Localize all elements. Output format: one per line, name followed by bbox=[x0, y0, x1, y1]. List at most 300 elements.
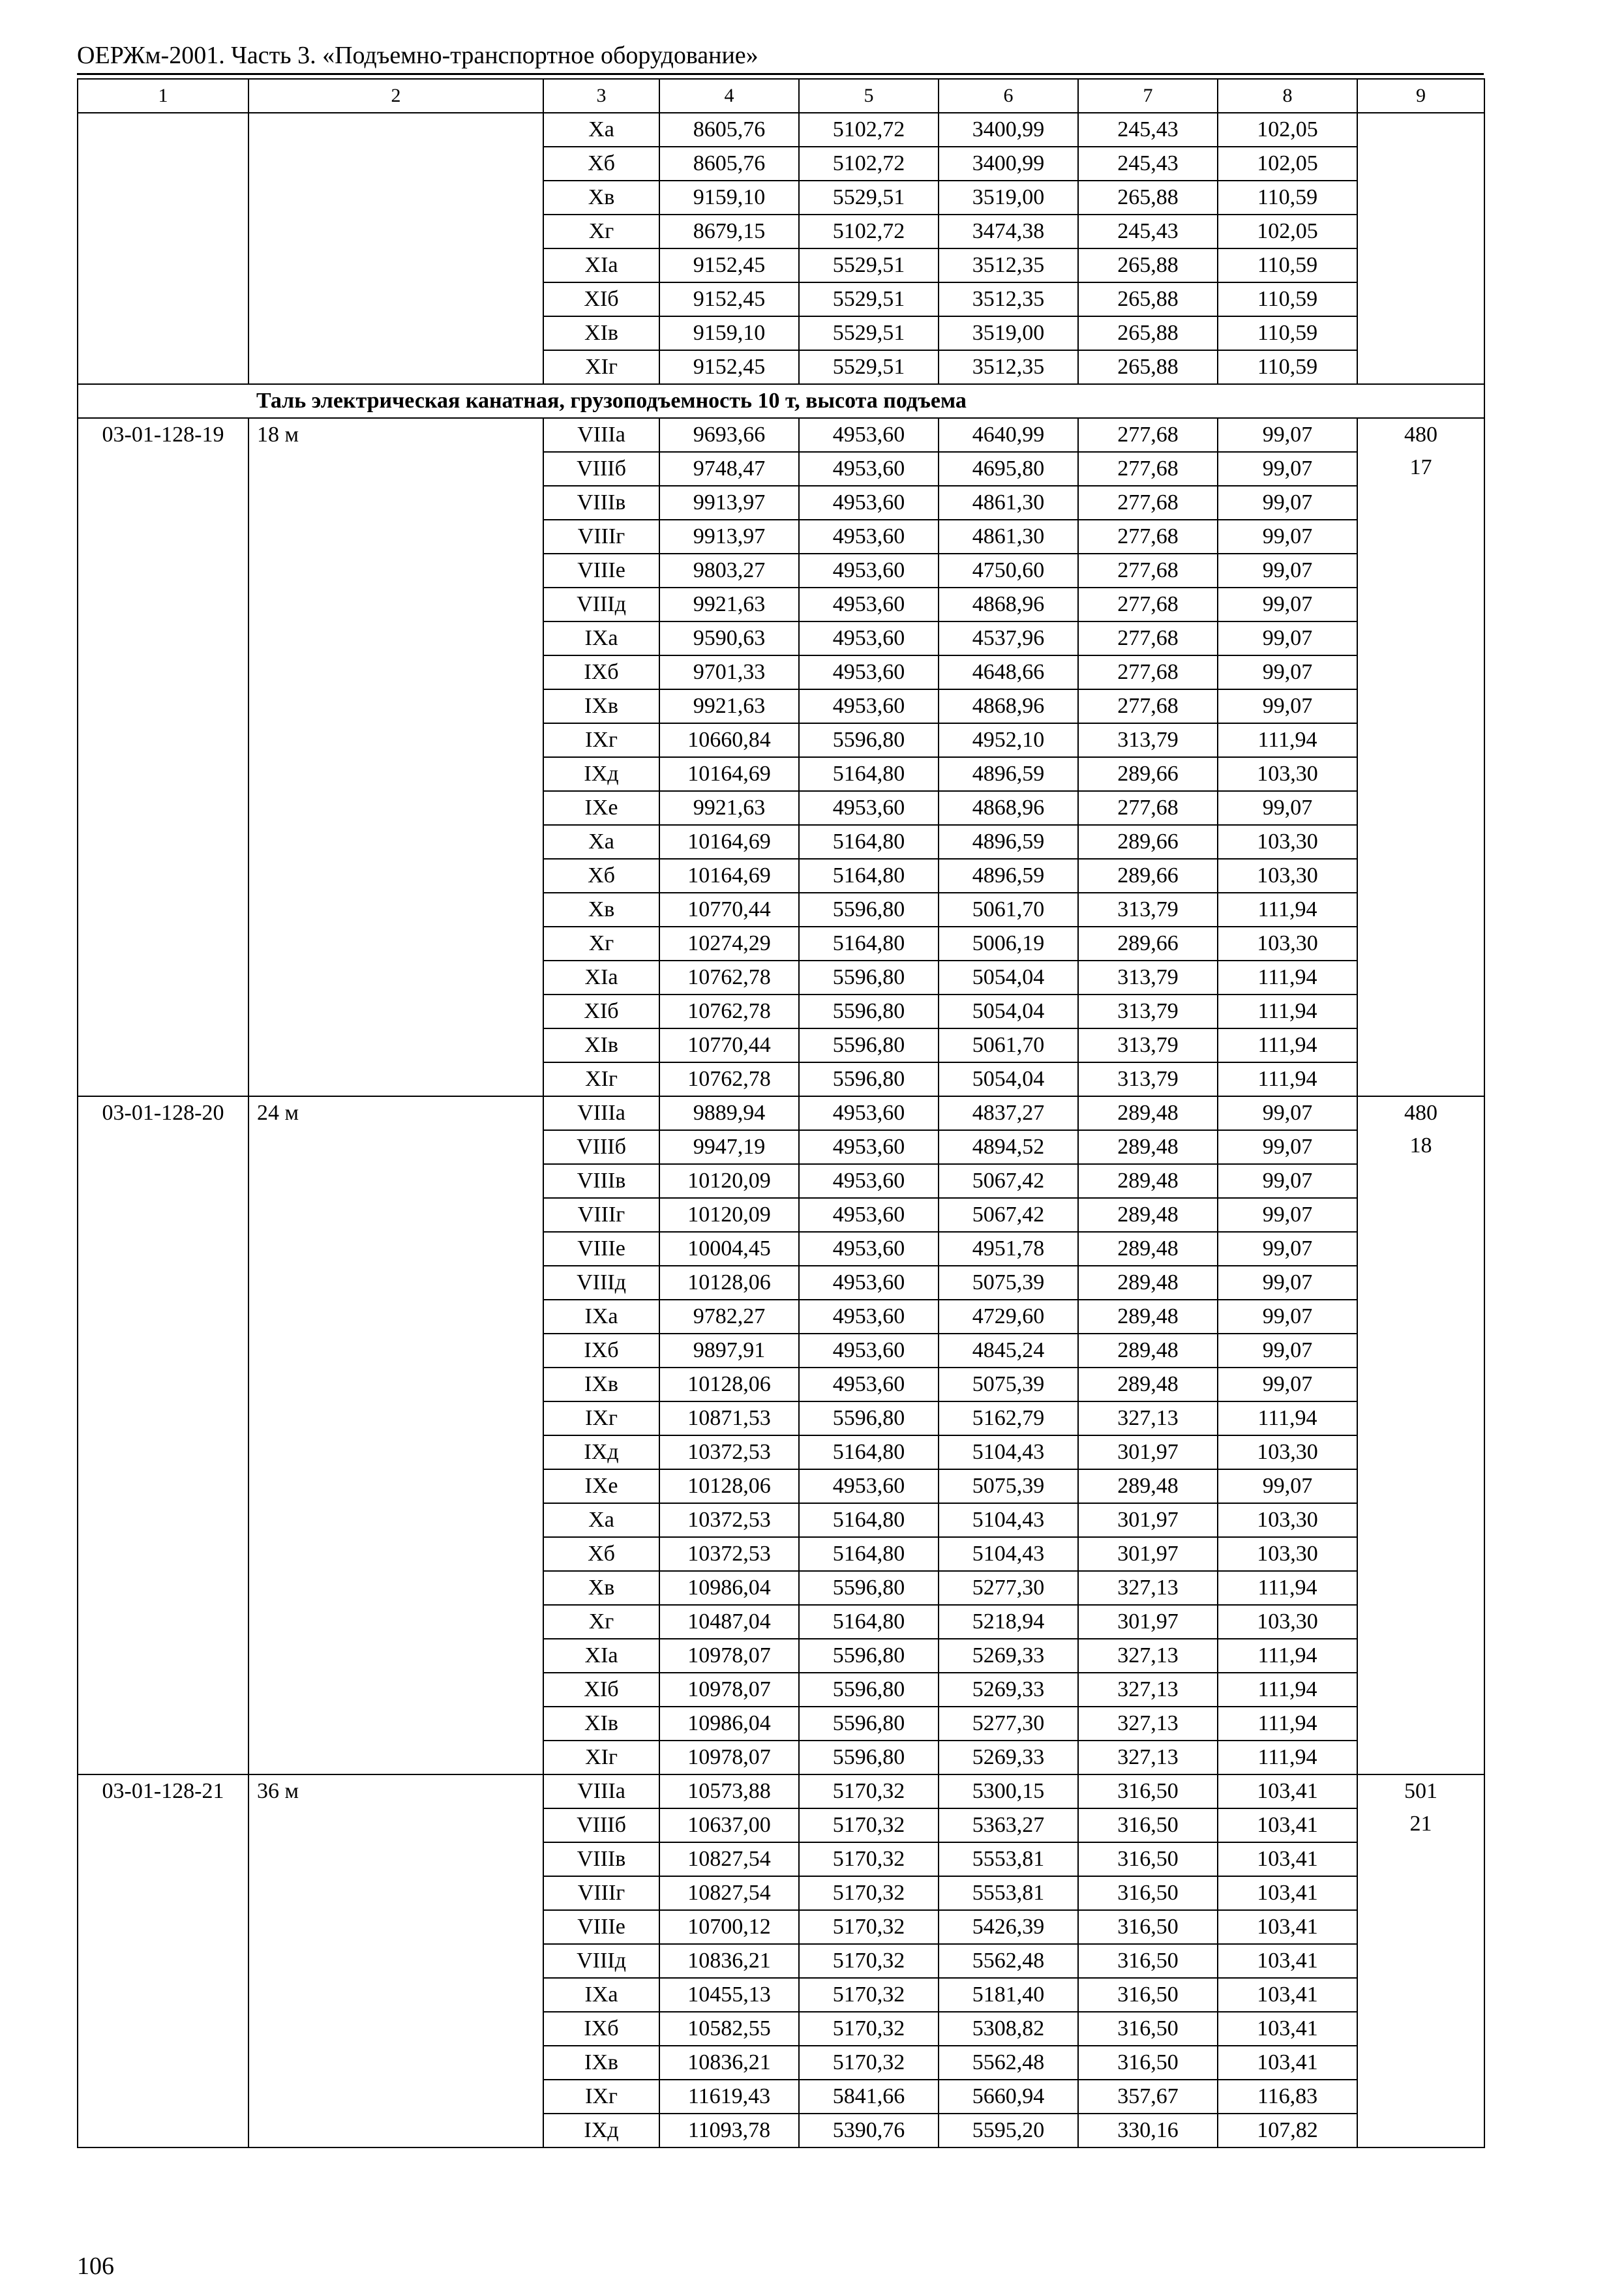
value-cell: 5529,51 bbox=[799, 181, 939, 215]
value-cell: 5104,43 bbox=[939, 1537, 1078, 1571]
value-cell: 5170,32 bbox=[799, 1774, 939, 1808]
value-cell: 5164,80 bbox=[799, 757, 939, 791]
value-cell: 5164,80 bbox=[799, 1503, 939, 1537]
column-number: 1 bbox=[78, 79, 248, 113]
value-cell: 277,68 bbox=[1078, 588, 1218, 621]
value-cell: 265,88 bbox=[1078, 248, 1218, 282]
value-cell: 289,66 bbox=[1078, 859, 1218, 893]
value-cell: 110,59 bbox=[1218, 316, 1357, 350]
value-cell: 5529,51 bbox=[799, 350, 939, 384]
value-cell: 10871,53 bbox=[659, 1401, 799, 1435]
value-cell: 9159,10 bbox=[659, 181, 799, 215]
value-cell: 5277,30 bbox=[939, 1707, 1078, 1741]
value-cell: 265,88 bbox=[1078, 181, 1218, 215]
value-cell: 277,68 bbox=[1078, 554, 1218, 588]
value-cell: 8605,76 bbox=[659, 147, 799, 181]
value-cell: 10637,00 bbox=[659, 1808, 799, 1842]
value-cell: 11093,78 bbox=[659, 2114, 799, 2147]
value-cell: 9701,33 bbox=[659, 655, 799, 689]
value-cell: 5596,80 bbox=[799, 1639, 939, 1673]
value-cell: 103,30 bbox=[1218, 927, 1357, 961]
value-cell: 313,79 bbox=[1078, 893, 1218, 927]
value-cell: 289,48 bbox=[1078, 1164, 1218, 1198]
value-cell: 4951,78 bbox=[939, 1232, 1078, 1266]
value-cell: 4750,60 bbox=[939, 554, 1078, 588]
row-label: VIIIб bbox=[543, 452, 659, 486]
value-cell: 10770,44 bbox=[659, 893, 799, 927]
value-cell: 5104,43 bbox=[939, 1503, 1078, 1537]
height-cell bbox=[248, 113, 543, 384]
value-cell: 5562,48 bbox=[939, 1944, 1078, 1978]
value-cell: 9152,45 bbox=[659, 248, 799, 282]
column-number: 9 bbox=[1357, 79, 1484, 113]
value-cell: 327,13 bbox=[1078, 1741, 1218, 1774]
value-cell: 9590,63 bbox=[659, 621, 799, 655]
value-cell: 103,41 bbox=[1218, 1876, 1357, 1910]
value-cell: 277,68 bbox=[1078, 689, 1218, 723]
value-cell: 10978,07 bbox=[659, 1673, 799, 1707]
value-cell: 5218,94 bbox=[939, 1605, 1078, 1639]
row-label: Xб bbox=[543, 859, 659, 893]
col9-values bbox=[1357, 1096, 1484, 1774]
value-cell: 5006,19 bbox=[939, 927, 1078, 961]
row-label: VIIIa bbox=[543, 1774, 659, 1808]
value-cell: 5596,80 bbox=[799, 1673, 939, 1707]
value-cell: 5596,80 bbox=[799, 995, 939, 1028]
value-cell: 110,59 bbox=[1218, 282, 1357, 316]
value-cell: 4953,60 bbox=[799, 588, 939, 621]
value-cell: 3400,99 bbox=[939, 113, 1078, 147]
row-label: VIIIб bbox=[543, 1130, 659, 1164]
value-cell: 5061,70 bbox=[939, 1028, 1078, 1062]
row-label: XIг bbox=[543, 1741, 659, 1774]
value-cell: 10836,21 bbox=[659, 2046, 799, 2080]
value-cell: 99,07 bbox=[1218, 1334, 1357, 1368]
row-label: IXa bbox=[543, 1300, 659, 1334]
value-cell: 5269,33 bbox=[939, 1673, 1078, 1707]
col9-value: 501 bbox=[1404, 1779, 1437, 1803]
value-cell: 11619,43 bbox=[659, 2080, 799, 2114]
value-cell: 110,59 bbox=[1218, 350, 1357, 384]
value-cell: 10827,54 bbox=[659, 1842, 799, 1876]
value-cell: 103,30 bbox=[1218, 1537, 1357, 1571]
value-cell: 9889,94 bbox=[659, 1096, 799, 1130]
row-label: XIб bbox=[543, 282, 659, 316]
value-cell: 103,41 bbox=[1218, 1808, 1357, 1842]
value-cell: 111,94 bbox=[1218, 1571, 1357, 1605]
row-label: VIIIг bbox=[543, 1876, 659, 1910]
value-cell: 4953,60 bbox=[799, 655, 939, 689]
value-cell: 265,88 bbox=[1078, 350, 1218, 384]
value-cell: 5596,80 bbox=[799, 961, 939, 995]
section-row bbox=[78, 384, 1484, 418]
value-cell: 103,30 bbox=[1218, 859, 1357, 893]
value-cell: 111,94 bbox=[1218, 1062, 1357, 1096]
row-label: VIIIa bbox=[543, 1096, 659, 1130]
col9-value: 21 bbox=[1409, 1812, 1432, 1836]
value-cell: 316,50 bbox=[1078, 1978, 1218, 2012]
value-cell: 316,50 bbox=[1078, 1842, 1218, 1876]
value-cell: 111,94 bbox=[1218, 1401, 1357, 1435]
row-label: XIб bbox=[543, 995, 659, 1028]
value-cell: 313,79 bbox=[1078, 961, 1218, 995]
table-row bbox=[78, 113, 1484, 147]
row-label: VIIIд bbox=[543, 1266, 659, 1300]
value-cell: 5061,70 bbox=[939, 893, 1078, 927]
row-label: IXд bbox=[543, 2114, 659, 2147]
value-cell: 5390,76 bbox=[799, 2114, 939, 2147]
row-label: Xa bbox=[543, 825, 659, 859]
value-cell: 99,07 bbox=[1218, 655, 1357, 689]
row-label: Xв bbox=[543, 181, 659, 215]
row-label: Xг bbox=[543, 1605, 659, 1639]
column-number: 8 bbox=[1218, 79, 1357, 113]
row-label: IXд bbox=[543, 1435, 659, 1469]
value-cell: 5596,80 bbox=[799, 893, 939, 927]
value-cell: 5269,33 bbox=[939, 1639, 1078, 1673]
value-cell: 103,41 bbox=[1218, 1842, 1357, 1876]
value-cell: 10164,69 bbox=[659, 859, 799, 893]
row-label: VIIIг bbox=[543, 520, 659, 554]
resource-code: 03-01-128-21 bbox=[78, 1774, 248, 2147]
value-cell: 111,94 bbox=[1218, 995, 1357, 1028]
value-cell: 10372,53 bbox=[659, 1503, 799, 1537]
page-header: ОЕРЖм-2001. Часть 3. «Подъемно-транспортное оборудование» bbox=[77, 42, 759, 69]
value-cell: 5075,39 bbox=[939, 1266, 1078, 1300]
value-cell: 5104,43 bbox=[939, 1435, 1078, 1469]
value-cell: 5596,80 bbox=[799, 1741, 939, 1774]
row-label: IXг bbox=[543, 1401, 659, 1435]
value-cell: 10128,06 bbox=[659, 1266, 799, 1300]
value-cell: 110,59 bbox=[1218, 248, 1357, 282]
lift-height: 24 м bbox=[248, 1096, 543, 1774]
value-cell: 10120,09 bbox=[659, 1164, 799, 1198]
value-cell: 9159,10 bbox=[659, 316, 799, 350]
value-cell: 357,67 bbox=[1078, 2080, 1218, 2114]
value-cell: 103,30 bbox=[1218, 757, 1357, 791]
row-label: VIIIб bbox=[543, 1808, 659, 1842]
value-cell: 111,94 bbox=[1218, 961, 1357, 995]
value-cell: 301,97 bbox=[1078, 1435, 1218, 1469]
row-label: Xв bbox=[543, 1571, 659, 1605]
value-cell: 10455,13 bbox=[659, 1978, 799, 2012]
column-number: 6 bbox=[939, 79, 1078, 113]
value-cell: 5596,80 bbox=[799, 1707, 939, 1741]
value-cell: 99,07 bbox=[1218, 520, 1357, 554]
col9-value: 480 bbox=[1404, 1101, 1437, 1125]
value-cell: 265,88 bbox=[1078, 282, 1218, 316]
value-cell: 102,05 bbox=[1218, 147, 1357, 181]
value-cell: 5841,66 bbox=[799, 2080, 939, 2114]
value-cell: 313,79 bbox=[1078, 1062, 1218, 1096]
value-cell: 99,07 bbox=[1218, 486, 1357, 520]
value-cell: 5164,80 bbox=[799, 1435, 939, 1469]
value-cell: 4953,60 bbox=[799, 1368, 939, 1401]
value-cell: 5529,51 bbox=[799, 282, 939, 316]
value-cell: 301,97 bbox=[1078, 1503, 1218, 1537]
row-label: IXв bbox=[543, 689, 659, 723]
value-cell: 3512,35 bbox=[939, 282, 1078, 316]
row-label: XIг bbox=[543, 350, 659, 384]
value-cell: 277,68 bbox=[1078, 418, 1218, 452]
row-label: IXд bbox=[543, 757, 659, 791]
value-cell: 4953,60 bbox=[799, 1469, 939, 1503]
value-cell: 3474,38 bbox=[939, 215, 1078, 248]
value-cell: 10836,21 bbox=[659, 1944, 799, 1978]
row-label: IXa bbox=[543, 621, 659, 655]
value-cell: 4953,60 bbox=[799, 791, 939, 825]
row-label: VIIIг bbox=[543, 1198, 659, 1232]
section-spacer bbox=[78, 384, 248, 418]
section-title: Таль электрическая канатная, грузоподъемность 10 т, высота подъема bbox=[248, 384, 1484, 418]
value-cell: 4953,60 bbox=[799, 486, 939, 520]
value-cell: 5102,72 bbox=[799, 147, 939, 181]
row-label: VIIIe bbox=[543, 1232, 659, 1266]
value-cell: 289,48 bbox=[1078, 1368, 1218, 1401]
value-cell: 4695,80 bbox=[939, 452, 1078, 486]
value-cell: 5054,04 bbox=[939, 995, 1078, 1028]
value-cell: 10700,12 bbox=[659, 1910, 799, 1944]
value-cell: 102,05 bbox=[1218, 215, 1357, 248]
row-label: Xa bbox=[543, 1503, 659, 1537]
column-number-row bbox=[78, 79, 1484, 113]
value-cell: 5363,27 bbox=[939, 1808, 1078, 1842]
value-cell: 313,79 bbox=[1078, 1028, 1218, 1062]
resource-code: 03-01-128-19 bbox=[78, 418, 248, 1096]
value-cell: 103,41 bbox=[1218, 2012, 1357, 2046]
value-cell: 9748,47 bbox=[659, 452, 799, 486]
value-cell: 5170,32 bbox=[799, 1944, 939, 1978]
row-label: VIIIe bbox=[543, 554, 659, 588]
value-cell: 10582,55 bbox=[659, 2012, 799, 2046]
value-cell: 111,94 bbox=[1218, 1741, 1357, 1774]
value-cell: 5075,39 bbox=[939, 1469, 1078, 1503]
value-cell: 5170,32 bbox=[799, 2012, 939, 2046]
value-cell: 4845,24 bbox=[939, 1334, 1078, 1368]
value-cell: 5596,80 bbox=[799, 1571, 939, 1605]
table-body bbox=[78, 79, 1484, 2147]
value-cell: 10120,09 bbox=[659, 1198, 799, 1232]
row-label: Xб bbox=[543, 1537, 659, 1571]
column-number: 4 bbox=[659, 79, 799, 113]
value-cell: 4953,60 bbox=[799, 1334, 939, 1368]
row-label: IXг bbox=[543, 723, 659, 757]
value-cell: 103,41 bbox=[1218, 1774, 1357, 1808]
price-table bbox=[77, 78, 1485, 2148]
value-cell: 5529,51 bbox=[799, 248, 939, 282]
value-cell: 5300,15 bbox=[939, 1774, 1078, 1808]
value-cell: 10770,44 bbox=[659, 1028, 799, 1062]
row-label: VIIIв bbox=[543, 1164, 659, 1198]
value-cell: 289,66 bbox=[1078, 927, 1218, 961]
lift-height: 36 м bbox=[248, 1774, 543, 2147]
value-cell: 99,07 bbox=[1218, 1130, 1357, 1164]
col9-values bbox=[1357, 1774, 1484, 2147]
value-cell: 10128,06 bbox=[659, 1368, 799, 1401]
value-cell: 103,30 bbox=[1218, 1503, 1357, 1537]
value-cell: 5054,04 bbox=[939, 961, 1078, 995]
value-cell: 3519,00 bbox=[939, 316, 1078, 350]
column-number: 5 bbox=[799, 79, 939, 113]
value-cell: 5277,30 bbox=[939, 1571, 1078, 1605]
code-cell bbox=[78, 113, 248, 384]
value-cell: 10827,54 bbox=[659, 1876, 799, 1910]
value-cell: 5553,81 bbox=[939, 1876, 1078, 1910]
row-label: XIв bbox=[543, 316, 659, 350]
value-cell: 4953,60 bbox=[799, 452, 939, 486]
value-cell: 5170,32 bbox=[799, 1842, 939, 1876]
value-cell: 4868,96 bbox=[939, 689, 1078, 723]
value-cell: 9897,91 bbox=[659, 1334, 799, 1368]
value-cell: 5075,39 bbox=[939, 1368, 1078, 1401]
value-cell: 5170,32 bbox=[799, 1876, 939, 1910]
row-label: IXв bbox=[543, 2046, 659, 2080]
value-cell: 245,43 bbox=[1078, 215, 1218, 248]
value-cell: 316,50 bbox=[1078, 1910, 1218, 1944]
value-cell: 277,68 bbox=[1078, 486, 1218, 520]
value-cell: 4537,96 bbox=[939, 621, 1078, 655]
value-cell: 316,50 bbox=[1078, 1944, 1218, 1978]
row-label: XIa bbox=[543, 961, 659, 995]
resource-code: 03-01-128-20 bbox=[78, 1096, 248, 1774]
value-cell: 10660,84 bbox=[659, 723, 799, 757]
value-cell: 4896,59 bbox=[939, 825, 1078, 859]
value-cell: 3519,00 bbox=[939, 181, 1078, 215]
value-cell: 313,79 bbox=[1078, 995, 1218, 1028]
value-cell: 99,07 bbox=[1218, 1232, 1357, 1266]
value-cell: 5595,20 bbox=[939, 2114, 1078, 2147]
value-cell: 4953,60 bbox=[799, 520, 939, 554]
table-row bbox=[78, 1774, 1484, 1808]
value-cell: 103,30 bbox=[1218, 1605, 1357, 1639]
value-cell: 5067,42 bbox=[939, 1164, 1078, 1198]
value-cell: 10372,53 bbox=[659, 1435, 799, 1469]
value-cell: 316,50 bbox=[1078, 1774, 1218, 1808]
value-cell: 4729,60 bbox=[939, 1300, 1078, 1334]
row-label: VIIIв bbox=[543, 1842, 659, 1876]
value-cell: 313,79 bbox=[1078, 723, 1218, 757]
value-cell: 4952,10 bbox=[939, 723, 1078, 757]
value-cell: 8679,15 bbox=[659, 215, 799, 248]
row-label: XIв bbox=[543, 1707, 659, 1741]
row-label: Xг bbox=[543, 927, 659, 961]
value-cell: 9152,45 bbox=[659, 282, 799, 316]
row-label: IXг bbox=[543, 2080, 659, 2114]
row-label: IXб bbox=[543, 1334, 659, 1368]
value-cell: 9913,97 bbox=[659, 520, 799, 554]
row-label: Xг bbox=[543, 215, 659, 248]
value-cell: 111,94 bbox=[1218, 723, 1357, 757]
value-cell: 289,48 bbox=[1078, 1198, 1218, 1232]
value-cell: 4953,60 bbox=[799, 1198, 939, 1232]
value-cell: 10762,78 bbox=[659, 995, 799, 1028]
value-cell: 327,13 bbox=[1078, 1673, 1218, 1707]
value-cell: 9913,97 bbox=[659, 486, 799, 520]
row-label: Xв bbox=[543, 893, 659, 927]
value-cell: 111,94 bbox=[1218, 1028, 1357, 1062]
value-cell: 3512,35 bbox=[939, 350, 1078, 384]
value-cell: 289,66 bbox=[1078, 825, 1218, 859]
value-cell: 289,48 bbox=[1078, 1300, 1218, 1334]
value-cell: 111,94 bbox=[1218, 1707, 1357, 1741]
value-cell: 5529,51 bbox=[799, 316, 939, 350]
value-cell: 4896,59 bbox=[939, 859, 1078, 893]
value-cell: 5067,42 bbox=[939, 1198, 1078, 1232]
value-cell: 289,48 bbox=[1078, 1232, 1218, 1266]
value-cell: 10978,07 bbox=[659, 1639, 799, 1673]
value-cell: 116,83 bbox=[1218, 2080, 1357, 2114]
value-cell: 245,43 bbox=[1078, 147, 1218, 181]
row-label: VIIIe bbox=[543, 1910, 659, 1944]
value-cell: 10164,69 bbox=[659, 757, 799, 791]
value-cell: 99,07 bbox=[1218, 1469, 1357, 1503]
value-cell: 3512,35 bbox=[939, 248, 1078, 282]
value-cell: 4953,60 bbox=[799, 1130, 939, 1164]
value-cell: 277,68 bbox=[1078, 520, 1218, 554]
col9-value: 17 bbox=[1409, 455, 1432, 479]
value-cell: 5596,80 bbox=[799, 1028, 939, 1062]
page-number: 106 bbox=[77, 2252, 114, 2280]
row-label: IXб bbox=[543, 655, 659, 689]
value-cell: 5170,32 bbox=[799, 1808, 939, 1842]
value-cell: 5054,04 bbox=[939, 1062, 1078, 1096]
row-label: VIIIa bbox=[543, 418, 659, 452]
value-cell: 289,48 bbox=[1078, 1096, 1218, 1130]
value-cell: 301,97 bbox=[1078, 1537, 1218, 1571]
value-cell: 10986,04 bbox=[659, 1571, 799, 1605]
row-label: XIг bbox=[543, 1062, 659, 1096]
value-cell: 5660,94 bbox=[939, 2080, 1078, 2114]
value-cell: 277,68 bbox=[1078, 452, 1218, 486]
value-cell: 4894,52 bbox=[939, 1130, 1078, 1164]
value-cell: 10372,53 bbox=[659, 1537, 799, 1571]
value-cell: 4953,60 bbox=[799, 1266, 939, 1300]
value-cell: 4953,60 bbox=[799, 418, 939, 452]
value-cell: 4861,30 bbox=[939, 520, 1078, 554]
value-cell: 10978,07 bbox=[659, 1741, 799, 1774]
col9-value: 480 bbox=[1404, 423, 1437, 447]
value-cell: 103,30 bbox=[1218, 825, 1357, 859]
value-cell: 9152,45 bbox=[659, 350, 799, 384]
value-cell: 289,48 bbox=[1078, 1130, 1218, 1164]
table-row bbox=[78, 1096, 1484, 1130]
value-cell: 9803,27 bbox=[659, 554, 799, 588]
value-cell: 327,13 bbox=[1078, 1707, 1218, 1741]
value-cell: 99,07 bbox=[1218, 791, 1357, 825]
value-cell: 99,07 bbox=[1218, 621, 1357, 655]
value-cell: 8605,76 bbox=[659, 113, 799, 147]
value-cell: 5102,72 bbox=[799, 113, 939, 147]
value-cell: 4953,60 bbox=[799, 621, 939, 655]
value-cell: 9947,19 bbox=[659, 1130, 799, 1164]
value-cell: 5170,32 bbox=[799, 1910, 939, 1944]
value-cell: 3400,99 bbox=[939, 147, 1078, 181]
value-cell: 316,50 bbox=[1078, 1876, 1218, 1910]
value-cell: 102,05 bbox=[1218, 113, 1357, 147]
value-cell: 99,07 bbox=[1218, 1368, 1357, 1401]
value-cell: 10762,78 bbox=[659, 961, 799, 995]
value-cell: 327,13 bbox=[1078, 1401, 1218, 1435]
value-cell: 99,07 bbox=[1218, 418, 1357, 452]
row-label: Xб bbox=[543, 147, 659, 181]
value-cell: 99,07 bbox=[1218, 588, 1357, 621]
value-cell: 289,66 bbox=[1078, 757, 1218, 791]
value-cell: 4868,96 bbox=[939, 791, 1078, 825]
row-label: IXe bbox=[543, 1469, 659, 1503]
value-cell: 10487,04 bbox=[659, 1605, 799, 1639]
row-label: Xa bbox=[543, 113, 659, 147]
value-cell: 5164,80 bbox=[799, 927, 939, 961]
